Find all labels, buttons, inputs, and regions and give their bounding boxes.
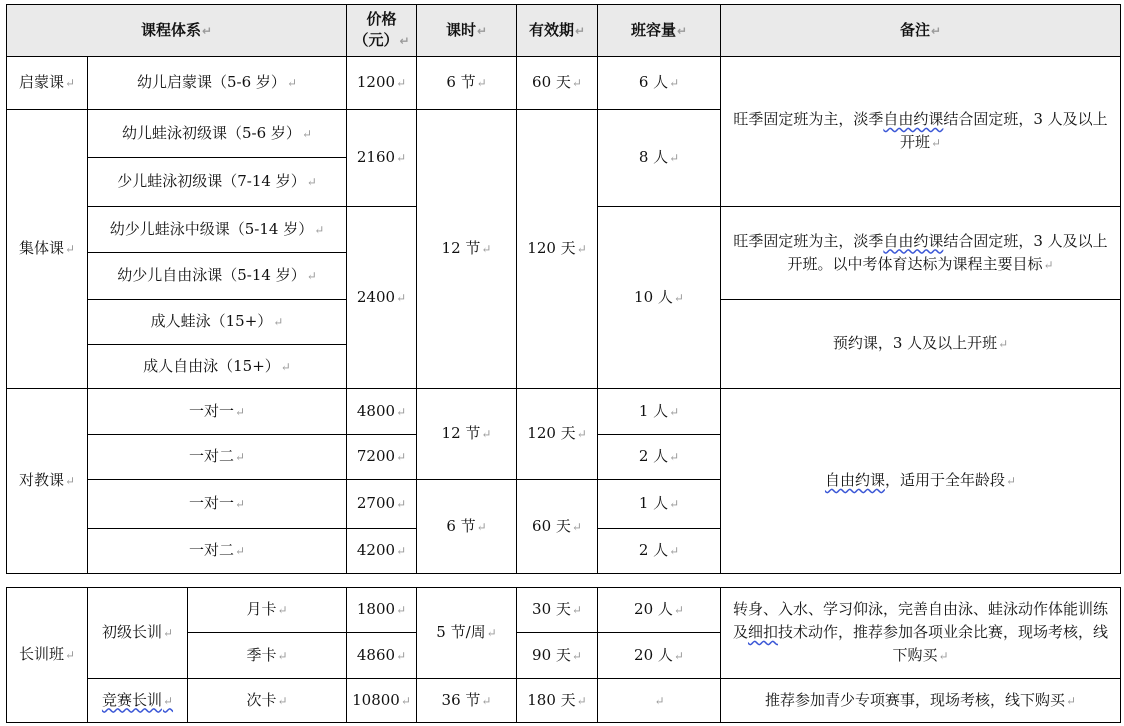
- header-price: 价格（元） ↵: [347, 5, 417, 57]
- sub-category: 竞赛长训 ↵: [88, 679, 188, 723]
- remark-a: 旺季固定班为主，淡季自由约课结合固定班，3 人及以上开班 ↵: [721, 57, 1121, 207]
- course-name: 成人自由泳（15+） ↵: [88, 345, 347, 389]
- header-validity: 有效期 ↵: [517, 5, 598, 57]
- course-hours: 6 节 ↵: [417, 480, 517, 574]
- course-name: 幼少儿自由泳课（5-14 岁） ↵: [88, 253, 347, 300]
- course-hours: 36 节 ↵: [417, 679, 517, 723]
- card-type: 次卡 ↵: [188, 679, 347, 723]
- remark-f: 推荐参加青少专项赛事，现场考核，线下购买 ↵: [721, 679, 1121, 723]
- course-name: 幼儿启蒙课（5-6 岁） ↵: [88, 57, 347, 110]
- course-price: 4800 ↵: [347, 389, 417, 435]
- course-validity: 120 天 ↵: [517, 389, 598, 480]
- course-validity: 90 天 ↵: [517, 633, 598, 679]
- table-row: [7, 588, 1121, 633]
- course-capacity: 2 人 ↵: [598, 529, 721, 574]
- course-price: 7200 ↵: [347, 435, 417, 480]
- category-changxun: 长训班 ↵: [7, 588, 88, 723]
- card-type: 月卡 ↵: [188, 588, 347, 633]
- category-jiti: 集体课 ↵: [7, 110, 88, 389]
- table-row: [7, 57, 1121, 110]
- remark-e: 转身、入水、学习仰泳，完善自由泳、蛙泳动作体能训练及细扣技术动作，推荐参加各项业余比赛，现场考核，线下购买 ↵: [721, 588, 1121, 679]
- course-validity: 180 天 ↵: [517, 679, 598, 723]
- course-hours: 12 节 ↵: [417, 389, 517, 480]
- course-validity: 120 天 ↵: [517, 110, 598, 389]
- course-name: 一对一 ↵: [88, 389, 347, 435]
- course-name: 少儿蛙泳初级课（7-14 岁） ↵: [88, 158, 347, 207]
- course-capacity: 1 人 ↵: [598, 480, 721, 529]
- course-capacity: 8 人 ↵: [598, 110, 721, 207]
- course-price: 2160 ↵: [347, 110, 417, 207]
- remark-d: 自由约课，适用于全年龄段 ↵: [721, 389, 1121, 574]
- course-hours: 6 节 ↵: [417, 57, 517, 110]
- course-price: 2400 ↵: [347, 207, 417, 389]
- course-validity: 60 天 ↵: [517, 57, 598, 110]
- course-price: 2700 ↵: [347, 480, 417, 529]
- course-name: 一对二 ↵: [88, 529, 347, 574]
- course-capacity: 20 人 ↵: [598, 588, 721, 633]
- sub-category: 初级长训 ↵: [88, 588, 188, 679]
- course-validity: 60 天 ↵: [517, 480, 598, 574]
- card-type: 季卡 ↵: [188, 633, 347, 679]
- course-price: 1200 ↵: [347, 57, 417, 110]
- remark-c: 预约课，3 人及以上开班 ↵: [721, 300, 1121, 389]
- course-table: [6, 4, 1121, 574]
- header-hours: 课时 ↵: [417, 5, 517, 57]
- course-name: 幼儿蛙泳初级课（5-6 岁） ↵: [88, 110, 347, 158]
- table-row: [7, 389, 1121, 435]
- course-hours: 12 节 ↵: [417, 110, 517, 389]
- course-name: 一对一 ↵: [88, 480, 347, 529]
- header-capacity: 班容量 ↵: [598, 5, 721, 57]
- course-price: 4200 ↵: [347, 529, 417, 574]
- course-capacity: [598, 679, 721, 723]
- course-price: 1800 ↵: [347, 588, 417, 633]
- course-capacity: 20 人 ↵: [598, 633, 721, 679]
- course-name: 一对二 ↵: [88, 435, 347, 480]
- course-validity: 30 天 ↵: [517, 588, 598, 633]
- training-table: [6, 587, 1121, 723]
- course-price: 4860 ↵: [347, 633, 417, 679]
- category-qimeng: 启蒙课 ↵: [7, 57, 88, 110]
- category-duijiao: 对教课 ↵: [7, 389, 88, 574]
- course-capacity: 6 人 ↵: [598, 57, 721, 110]
- header-row: [7, 5, 1121, 57]
- course-capacity: 2 人 ↵: [598, 435, 721, 480]
- header-system: 课程体系 ↵: [7, 5, 347, 57]
- header-remark: 备注 ↵: [721, 5, 1121, 57]
- course-price: 10800 ↵: [347, 679, 417, 723]
- course-name: 成人蛙泳（15+） ↵: [88, 300, 347, 345]
- course-name: 幼少儿蛙泳中级课（5-14 岁） ↵: [88, 207, 347, 253]
- remark-b: 旺季固定班为主，淡季自由约课结合固定班，3 人及以上开班。以中考体育达标为课程主要目标 ↵: [721, 207, 1121, 300]
- table-row: [7, 679, 1121, 723]
- course-capacity: 10 人 ↵: [598, 207, 721, 389]
- course-capacity: 1 人 ↵: [598, 389, 721, 435]
- course-hours: 5 节/周 ↵: [417, 588, 517, 679]
